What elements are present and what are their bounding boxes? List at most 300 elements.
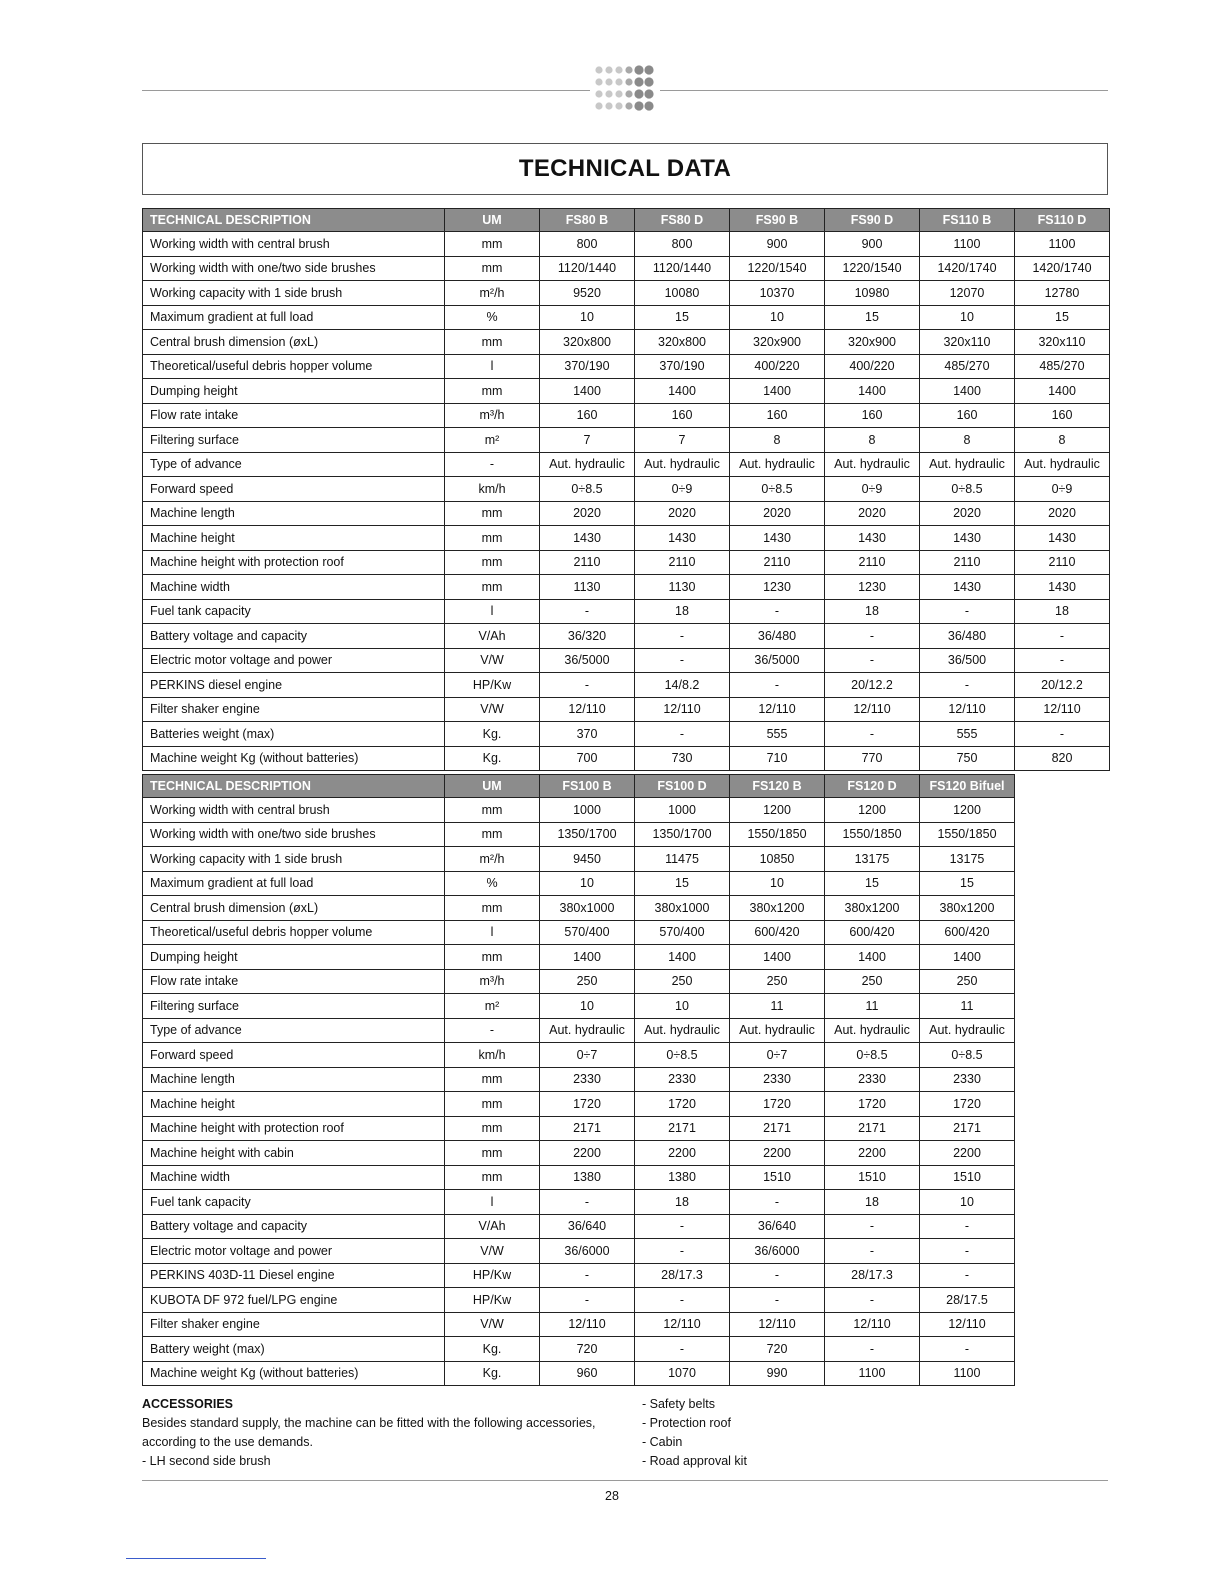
- row-value: 1130: [635, 575, 730, 600]
- row-value: -: [635, 1214, 730, 1239]
- header-unit: UM: [445, 209, 540, 232]
- row-value: 1420/1740: [920, 256, 1015, 281]
- row-unit: l: [445, 354, 540, 379]
- row-description: Maximum gradient at full load: [143, 305, 445, 330]
- row-unit: mm: [445, 1067, 540, 1092]
- row-value: 36/640: [540, 1214, 635, 1239]
- row-value: -: [540, 1190, 635, 1215]
- accessories-list: [642, 1395, 942, 1471]
- table-row: [143, 1288, 1015, 1313]
- row-value: 10: [540, 871, 635, 896]
- table-row: [143, 722, 1110, 747]
- page-number: 28: [605, 1489, 619, 1503]
- row-value: 1200: [730, 798, 825, 823]
- accessory-item: - Cabin: [642, 1435, 683, 1449]
- table-row: [143, 1239, 1015, 1264]
- row-value: 250: [730, 969, 825, 994]
- row-value: -: [825, 1337, 920, 1362]
- row-value: 20/12.2: [825, 673, 920, 698]
- row-description: Machine weight Kg (without batteries): [143, 1361, 445, 1386]
- row-unit: mm: [445, 1141, 540, 1166]
- row-value: -: [920, 599, 1015, 624]
- row-description: Fuel tank capacity: [143, 599, 445, 624]
- row-value: 160: [635, 403, 730, 428]
- row-unit: km/h: [445, 477, 540, 502]
- table-row: [143, 428, 1110, 453]
- row-value: 1120/1440: [635, 256, 730, 281]
- row-value: 2171: [920, 1116, 1015, 1141]
- table-row: [143, 403, 1110, 428]
- row-value: 15: [825, 305, 920, 330]
- row-value: -: [635, 1239, 730, 1264]
- row-description: Battery voltage and capacity: [143, 624, 445, 649]
- row-value: 2110: [920, 550, 1015, 575]
- row-description: Working width with central brush: [143, 232, 445, 257]
- table-row: [143, 1092, 1015, 1117]
- row-value: 12070: [920, 281, 1015, 306]
- row-description: Battery weight (max): [143, 1337, 445, 1362]
- row-value: 900: [825, 232, 920, 257]
- row-value: 1720: [920, 1092, 1015, 1117]
- row-value: 7: [635, 428, 730, 453]
- row-value: 2020: [920, 501, 1015, 526]
- row-value: 10: [730, 305, 825, 330]
- row-value: 18: [635, 1190, 730, 1215]
- row-value: 13175: [825, 847, 920, 872]
- row-value: 485/270: [1015, 354, 1110, 379]
- row-description: Working capacity with 1 side brush: [143, 847, 445, 872]
- row-value: 160: [920, 403, 1015, 428]
- row-value: 1350/1700: [635, 822, 730, 847]
- accessories-intro-line-1: Besides standard supply, the machine can be fitted with the following accessories,: [142, 1416, 596, 1430]
- row-description: Machine height: [143, 1092, 445, 1117]
- row-value: -: [920, 1239, 1015, 1264]
- row-value: 370/190: [540, 354, 635, 379]
- row-description: Dumping height: [143, 379, 445, 404]
- row-value: 1510: [920, 1165, 1015, 1190]
- row-value: 2330: [825, 1067, 920, 1092]
- row-value: 2200: [730, 1141, 825, 1166]
- row-value: 1550/1850: [730, 822, 825, 847]
- row-value: 0÷8.5: [825, 1043, 920, 1068]
- row-value: 380x1000: [540, 896, 635, 921]
- row-value: 600/420: [920, 920, 1015, 945]
- row-unit: V/W: [445, 1312, 540, 1337]
- row-description: Machine height: [143, 526, 445, 551]
- row-value: 1720: [635, 1092, 730, 1117]
- row-value: 1430: [1015, 526, 1110, 551]
- row-value: 570/400: [635, 920, 730, 945]
- row-value: -: [540, 673, 635, 698]
- row-value: 0÷8.5: [920, 1043, 1015, 1068]
- row-value: 800: [540, 232, 635, 257]
- row-value: -: [920, 1337, 1015, 1362]
- row-description: Theoretical/useful debris hopper volume: [143, 354, 445, 379]
- table-row: [143, 281, 1110, 306]
- row-unit: mm: [445, 822, 540, 847]
- row-value: 28/17.3: [635, 1263, 730, 1288]
- row-value: -: [730, 673, 825, 698]
- row-value: 1720: [825, 1092, 920, 1117]
- row-value: 10: [920, 1190, 1015, 1215]
- header-model: FS90 B: [730, 209, 825, 232]
- row-value: 1430: [540, 526, 635, 551]
- row-value: 555: [920, 722, 1015, 747]
- table-row: [143, 550, 1110, 575]
- row-description: Working capacity with 1 side brush: [143, 281, 445, 306]
- row-value: 1720: [730, 1092, 825, 1117]
- row-description: Machine weight Kg (without batteries): [143, 746, 445, 771]
- row-value: 12/110: [825, 1312, 920, 1337]
- row-value: Aut. hydraulic: [730, 452, 825, 477]
- row-value: 18: [825, 1190, 920, 1215]
- row-value: 2110: [825, 550, 920, 575]
- row-description: Fuel tank capacity: [143, 1190, 445, 1215]
- row-unit: km/h: [445, 1043, 540, 1068]
- row-value: 2171: [730, 1116, 825, 1141]
- row-value: 1400: [920, 945, 1015, 970]
- row-unit: m³/h: [445, 969, 540, 994]
- header-model: FS80 B: [540, 209, 635, 232]
- row-description: Type of advance: [143, 1018, 445, 1043]
- row-value: 800: [635, 232, 730, 257]
- row-description: Machine length: [143, 501, 445, 526]
- row-description: Maximum gradient at full load: [143, 871, 445, 896]
- header-model: FS120 D: [825, 775, 920, 798]
- row-value: 1510: [730, 1165, 825, 1190]
- table-row: [143, 746, 1110, 771]
- row-value: 1230: [825, 575, 920, 600]
- row-description: Machine width: [143, 1165, 445, 1190]
- row-description: Central brush dimension (øxL): [143, 330, 445, 355]
- row-value: 1400: [540, 945, 635, 970]
- row-description: Battery voltage and capacity: [143, 1214, 445, 1239]
- table-row: [143, 648, 1110, 673]
- table-row: [143, 305, 1110, 330]
- row-value: 10: [920, 305, 1015, 330]
- row-value: 12/110: [825, 697, 920, 722]
- technical-data-table-1: [142, 208, 1110, 771]
- table-row: [143, 1116, 1015, 1141]
- table-row: [143, 1018, 1015, 1043]
- row-value: 13175: [920, 847, 1015, 872]
- row-value: 9520: [540, 281, 635, 306]
- table-row: [143, 599, 1110, 624]
- accessory-item: - Road approval kit: [642, 1454, 747, 1468]
- row-value: 15: [825, 871, 920, 896]
- row-unit: %: [445, 871, 540, 896]
- header-unit: UM: [445, 775, 540, 798]
- row-value: 1400: [730, 945, 825, 970]
- row-value: 1000: [635, 798, 730, 823]
- row-value: 12/110: [730, 1312, 825, 1337]
- row-value: 14/8.2: [635, 673, 730, 698]
- row-value: 1400: [635, 379, 730, 404]
- table-row: [143, 969, 1015, 994]
- row-value: 12/110: [540, 697, 635, 722]
- row-unit: mm: [445, 1165, 540, 1190]
- row-value: 15: [635, 871, 730, 896]
- row-value: -: [1015, 624, 1110, 649]
- table-row: [143, 1190, 1015, 1215]
- page-title: TECHNICAL DATA: [518, 155, 732, 182]
- row-description: Filter shaker engine: [143, 697, 445, 722]
- row-value: 36/5000: [730, 648, 825, 673]
- row-unit: mm: [445, 330, 540, 355]
- row-value: 380x1200: [825, 896, 920, 921]
- row-value: 1100: [825, 1361, 920, 1386]
- row-value: 7: [540, 428, 635, 453]
- table-row: [143, 822, 1015, 847]
- header-rule-left: [142, 90, 590, 91]
- row-description: Machine length: [143, 1067, 445, 1092]
- row-value: -: [635, 1288, 730, 1313]
- row-unit: V/W: [445, 1239, 540, 1264]
- header-model: FS120 Bifuel: [920, 775, 1015, 798]
- table-header-row: [143, 775, 1015, 798]
- row-value: 1430: [1015, 575, 1110, 600]
- row-value: 1220/1540: [730, 256, 825, 281]
- table-row: [143, 673, 1110, 698]
- row-value: -: [730, 599, 825, 624]
- row-value: 380x1000: [635, 896, 730, 921]
- row-description: Machine height with cabin: [143, 1141, 445, 1166]
- row-value: 2171: [540, 1116, 635, 1141]
- table-row: [143, 945, 1015, 970]
- row-value: 18: [635, 599, 730, 624]
- header-model: FS90 D: [825, 209, 920, 232]
- row-value: 8: [920, 428, 1015, 453]
- row-value: 2020: [825, 501, 920, 526]
- row-value: 720: [730, 1337, 825, 1362]
- row-unit: m³/h: [445, 403, 540, 428]
- row-unit: V/W: [445, 697, 540, 722]
- row-value: 400/220: [730, 354, 825, 379]
- row-value: 1420/1740: [1015, 256, 1110, 281]
- row-value: 2171: [635, 1116, 730, 1141]
- row-value: 1400: [825, 945, 920, 970]
- row-value: 20/12.2: [1015, 673, 1110, 698]
- row-value: 36/5000: [540, 648, 635, 673]
- row-value: 1430: [920, 575, 1015, 600]
- table-row: [143, 1361, 1015, 1386]
- row-description: Theoretical/useful debris hopper volume: [143, 920, 445, 945]
- row-value: 0÷8.5: [540, 477, 635, 502]
- accessories-intro-line-2: according to the use demands.: [142, 1435, 313, 1449]
- row-value: 1200: [825, 798, 920, 823]
- row-value: 12/110: [920, 1312, 1015, 1337]
- row-value: 36/500: [920, 648, 1015, 673]
- row-value: 320x800: [540, 330, 635, 355]
- row-value: 320x800: [635, 330, 730, 355]
- row-value: 2200: [920, 1141, 1015, 1166]
- row-unit: mm: [445, 1092, 540, 1117]
- table-row: [143, 871, 1015, 896]
- accessory-item: - LH second side brush: [142, 1454, 271, 1468]
- row-value: 0÷9: [635, 477, 730, 502]
- row-value: 1430: [825, 526, 920, 551]
- technical-data-table-2: [142, 774, 1015, 1386]
- row-value: 1400: [825, 379, 920, 404]
- row-description: Forward speed: [143, 1043, 445, 1068]
- row-value: 710: [730, 746, 825, 771]
- row-unit: m²: [445, 994, 540, 1019]
- row-unit: -: [445, 452, 540, 477]
- row-value: 36/320: [540, 624, 635, 649]
- row-description: Flow rate intake: [143, 403, 445, 428]
- row-value: 12/110: [1015, 697, 1110, 722]
- table-row: [143, 1214, 1015, 1239]
- table-row: [143, 1165, 1015, 1190]
- row-unit: m²: [445, 428, 540, 453]
- row-value: 2020: [540, 501, 635, 526]
- row-value: 160: [1015, 403, 1110, 428]
- table-row: [143, 624, 1110, 649]
- row-value: 12/110: [920, 697, 1015, 722]
- table-row: [143, 920, 1015, 945]
- table-row: [143, 354, 1110, 379]
- row-value: 0÷7: [540, 1043, 635, 1068]
- row-value: 2020: [635, 501, 730, 526]
- row-value: 600/420: [730, 920, 825, 945]
- row-unit: mm: [445, 232, 540, 257]
- row-value: Aut. hydraulic: [730, 1018, 825, 1043]
- row-description: Machine height with protection roof: [143, 550, 445, 575]
- row-value: 10: [635, 994, 730, 1019]
- row-value: 2330: [730, 1067, 825, 1092]
- row-value: 10: [540, 994, 635, 1019]
- row-value: 2330: [540, 1067, 635, 1092]
- row-value: 9450: [540, 847, 635, 872]
- header-model: FS100 B: [540, 775, 635, 798]
- row-value: 990: [730, 1361, 825, 1386]
- row-description: Filter shaker engine: [143, 1312, 445, 1337]
- row-unit: mm: [445, 798, 540, 823]
- row-value: 36/6000: [540, 1239, 635, 1264]
- row-value: Aut. hydraulic: [635, 1018, 730, 1043]
- row-unit: -: [445, 1018, 540, 1043]
- row-unit: Kg.: [445, 1361, 540, 1386]
- footer-blue-rule: [126, 1558, 266, 1559]
- row-value: 1400: [540, 379, 635, 404]
- row-value: 1230: [730, 575, 825, 600]
- row-description: Working width with one/two side brushes: [143, 256, 445, 281]
- accessory-item: - Protection roof: [642, 1416, 731, 1430]
- row-value: -: [540, 599, 635, 624]
- row-value: -: [920, 1263, 1015, 1288]
- row-value: Aut. hydraulic: [920, 452, 1015, 477]
- row-value: 1400: [635, 945, 730, 970]
- row-value: 15: [635, 305, 730, 330]
- row-unit: mm: [445, 379, 540, 404]
- row-value: 1200: [920, 798, 1015, 823]
- row-value: 250: [540, 969, 635, 994]
- row-value: -: [920, 1214, 1015, 1239]
- row-value: 720: [540, 1337, 635, 1362]
- header-model: FS80 D: [635, 209, 730, 232]
- row-value: 0÷9: [1015, 477, 1110, 502]
- row-value: Aut. hydraulic: [1015, 452, 1110, 477]
- row-unit: mm: [445, 256, 540, 281]
- row-value: 1070: [635, 1361, 730, 1386]
- table-row: [143, 1067, 1015, 1092]
- row-value: 250: [920, 969, 1015, 994]
- row-value: 36/6000: [730, 1239, 825, 1264]
- row-value: -: [825, 1288, 920, 1313]
- table-row: [143, 896, 1015, 921]
- row-value: 1380: [540, 1165, 635, 1190]
- row-value: 36/640: [730, 1214, 825, 1239]
- row-unit: %: [445, 305, 540, 330]
- row-value: 250: [635, 969, 730, 994]
- row-value: 2020: [1015, 501, 1110, 526]
- row-value: 0÷8.5: [635, 1043, 730, 1068]
- row-unit: mm: [445, 1116, 540, 1141]
- row-value: 28/17.5: [920, 1288, 1015, 1313]
- row-value: 1720: [540, 1092, 635, 1117]
- row-unit: mm: [445, 526, 540, 551]
- row-value: -: [825, 648, 920, 673]
- row-unit: mm: [445, 945, 540, 970]
- row-value: -: [635, 1337, 730, 1362]
- brand-dots-logo-icon: [594, 64, 656, 116]
- row-unit: mm: [445, 501, 540, 526]
- row-unit: Kg.: [445, 722, 540, 747]
- header-description: TECHNICAL DESCRIPTION: [143, 209, 445, 232]
- row-value: 600/420: [825, 920, 920, 945]
- row-unit: l: [445, 920, 540, 945]
- row-value: 12/110: [730, 697, 825, 722]
- row-value: 0÷8.5: [730, 477, 825, 502]
- row-description: Electric motor voltage and power: [143, 648, 445, 673]
- row-value: -: [730, 1263, 825, 1288]
- row-value: 10: [730, 871, 825, 896]
- row-value: 380x1200: [920, 896, 1015, 921]
- row-value: 2330: [920, 1067, 1015, 1092]
- row-description: Filtering surface: [143, 428, 445, 453]
- row-value: 730: [635, 746, 730, 771]
- row-unit: HP/Kw: [445, 1288, 540, 1313]
- row-value: -: [825, 1239, 920, 1264]
- row-value: 12780: [1015, 281, 1110, 306]
- table-row: [143, 526, 1110, 551]
- row-description: Working width with one/two side brushes: [143, 822, 445, 847]
- row-value: 36/480: [730, 624, 825, 649]
- row-value: Aut. hydraulic: [635, 452, 730, 477]
- row-description: Type of advance: [143, 452, 445, 477]
- row-value: 10: [540, 305, 635, 330]
- row-value: 12/110: [540, 1312, 635, 1337]
- row-unit: Kg.: [445, 746, 540, 771]
- row-value: 0÷8.5: [920, 477, 1015, 502]
- row-value: 570/400: [540, 920, 635, 945]
- row-value: 555: [730, 722, 825, 747]
- row-value: -: [635, 648, 730, 673]
- row-value: Aut. hydraulic: [540, 452, 635, 477]
- row-unit: HP/Kw: [445, 1263, 540, 1288]
- row-value: Aut. hydraulic: [920, 1018, 1015, 1043]
- row-value: 1130: [540, 575, 635, 600]
- row-value: 1550/1850: [920, 822, 1015, 847]
- table-header-row: [143, 209, 1110, 232]
- row-value: -: [540, 1288, 635, 1313]
- row-value: 8: [730, 428, 825, 453]
- row-value: 960: [540, 1361, 635, 1386]
- row-unit: l: [445, 599, 540, 624]
- row-value: 1400: [730, 379, 825, 404]
- row-value: -: [635, 722, 730, 747]
- accessory-item: - Safety belts: [642, 1397, 715, 1411]
